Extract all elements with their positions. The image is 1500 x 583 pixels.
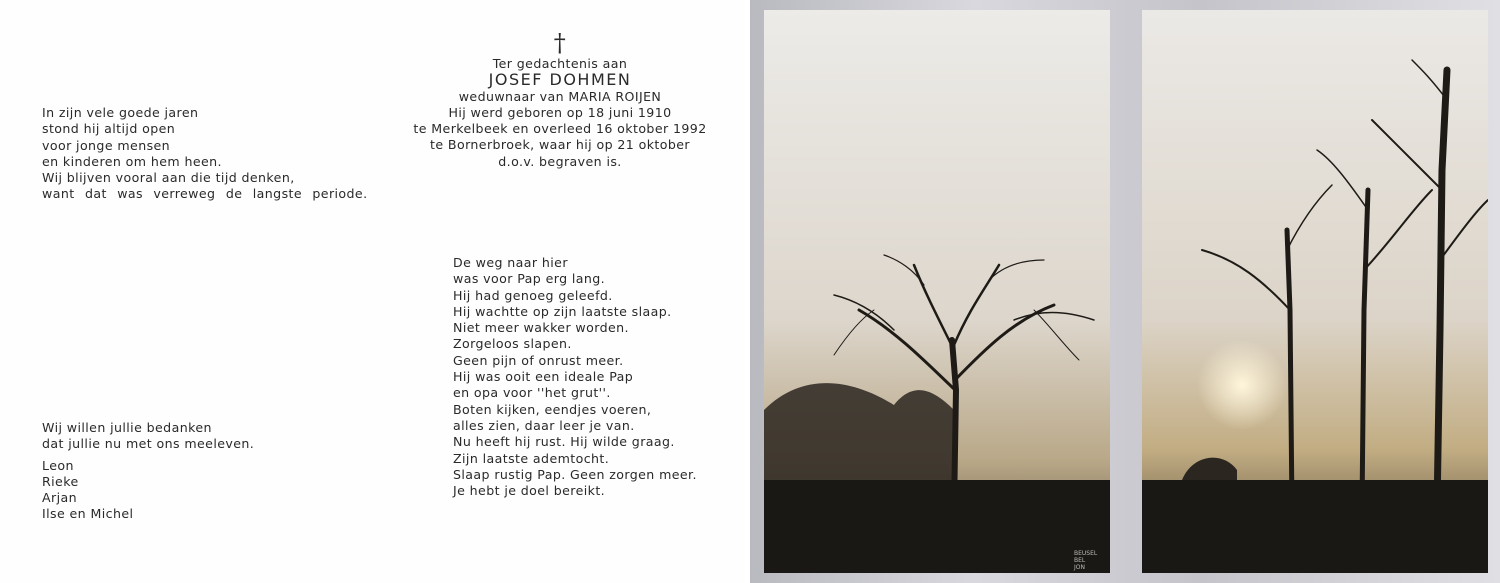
verse-line: en kinderen om hem heen. (42, 153, 222, 169)
thanks-block (42, 420, 254, 523)
publisher-stamp: BEUSEL BEL JON (1074, 550, 1098, 571)
poem-line: Slaap rustig Pap. Geen zorgen meer. (453, 466, 697, 482)
cross-icon: † (553, 29, 567, 57)
poem-line: Zorgeloos slapen. (453, 336, 572, 352)
memorial-verse (42, 105, 367, 203)
sunset-trees-photo (1142, 10, 1488, 573)
poem-stanza (453, 369, 697, 434)
family-name: Arjan (42, 490, 77, 506)
bio-line: te Merkelbeek en overleed 16 oktober 1992 (413, 121, 707, 137)
tree-silhouette-image (764, 10, 1110, 573)
poem-line: Hij had genoeg geleefd. (453, 287, 613, 303)
poem-line: Je hebt je doel bereikt. (453, 483, 606, 499)
bio-line: te Bornerbroek, waar hij op 21 oktober (430, 137, 690, 153)
family-names (42, 458, 254, 523)
card-cover (750, 0, 1500, 583)
verse-line: Wij blijven vooral aan die tijd denken, (42, 170, 295, 186)
family-name: Rieke (42, 473, 79, 489)
memorial-header (395, 30, 725, 170)
poem-line: alles zien, daar leer je van. (453, 417, 635, 433)
poem-line: Geen pijn of onrust meer. (453, 352, 624, 368)
verse-line: want dat was verreweg de langste periode. (42, 186, 368, 202)
poem-stanza (453, 434, 697, 499)
poem (453, 255, 697, 499)
thanks-line: dat jullie nu met ons meeleven. (42, 436, 255, 452)
poem-line: Hij was ooit een ideale Pap (453, 369, 634, 385)
verse-line: In zijn vele goede jaren (42, 105, 199, 120)
verse-line: stond hij altijd open (42, 121, 176, 137)
poem-stanza (453, 304, 697, 369)
verse-line: voor jonge mensen (42, 137, 171, 153)
deceased-name: JOSEF DOHMEN (488, 70, 632, 90)
widower-line: weduwnaar van MARIA ROIJEN (458, 88, 662, 104)
card-inner-page (0, 0, 745, 583)
poem-line: Zijn laatste ademtocht. (453, 450, 610, 466)
poem-line: Niet meer wakker worden. (453, 320, 629, 336)
thanks-line: Wij willen jullie bedanken (42, 420, 212, 435)
poem-line: en opa voor ''het grut''. (453, 385, 611, 401)
bio-line: d.o.v. begraven is. (498, 153, 622, 169)
bio-line: Hij werd geboren op 18 juni 1910 (448, 104, 672, 120)
poem-line: Nu heeft hij rust. Hij wilde graag. (453, 434, 675, 450)
family-name: Leon (42, 457, 74, 473)
sunset-trees-photo (764, 10, 1110, 573)
poem-stanza (453, 255, 697, 304)
poem-line: Boten kijken, eendjes voeren, (453, 401, 652, 417)
tree-silhouette-image (1142, 10, 1488, 573)
poem-line: De weg naar hier (453, 255, 568, 270)
family-name: Ilse en Michel (42, 506, 134, 522)
memory-line: Ter gedachtenis aan (492, 56, 628, 71)
poem-line: was voor Pap erg lang. (453, 271, 606, 287)
poem-line: Hij wachtte op zijn laatste slaap. (453, 303, 672, 319)
